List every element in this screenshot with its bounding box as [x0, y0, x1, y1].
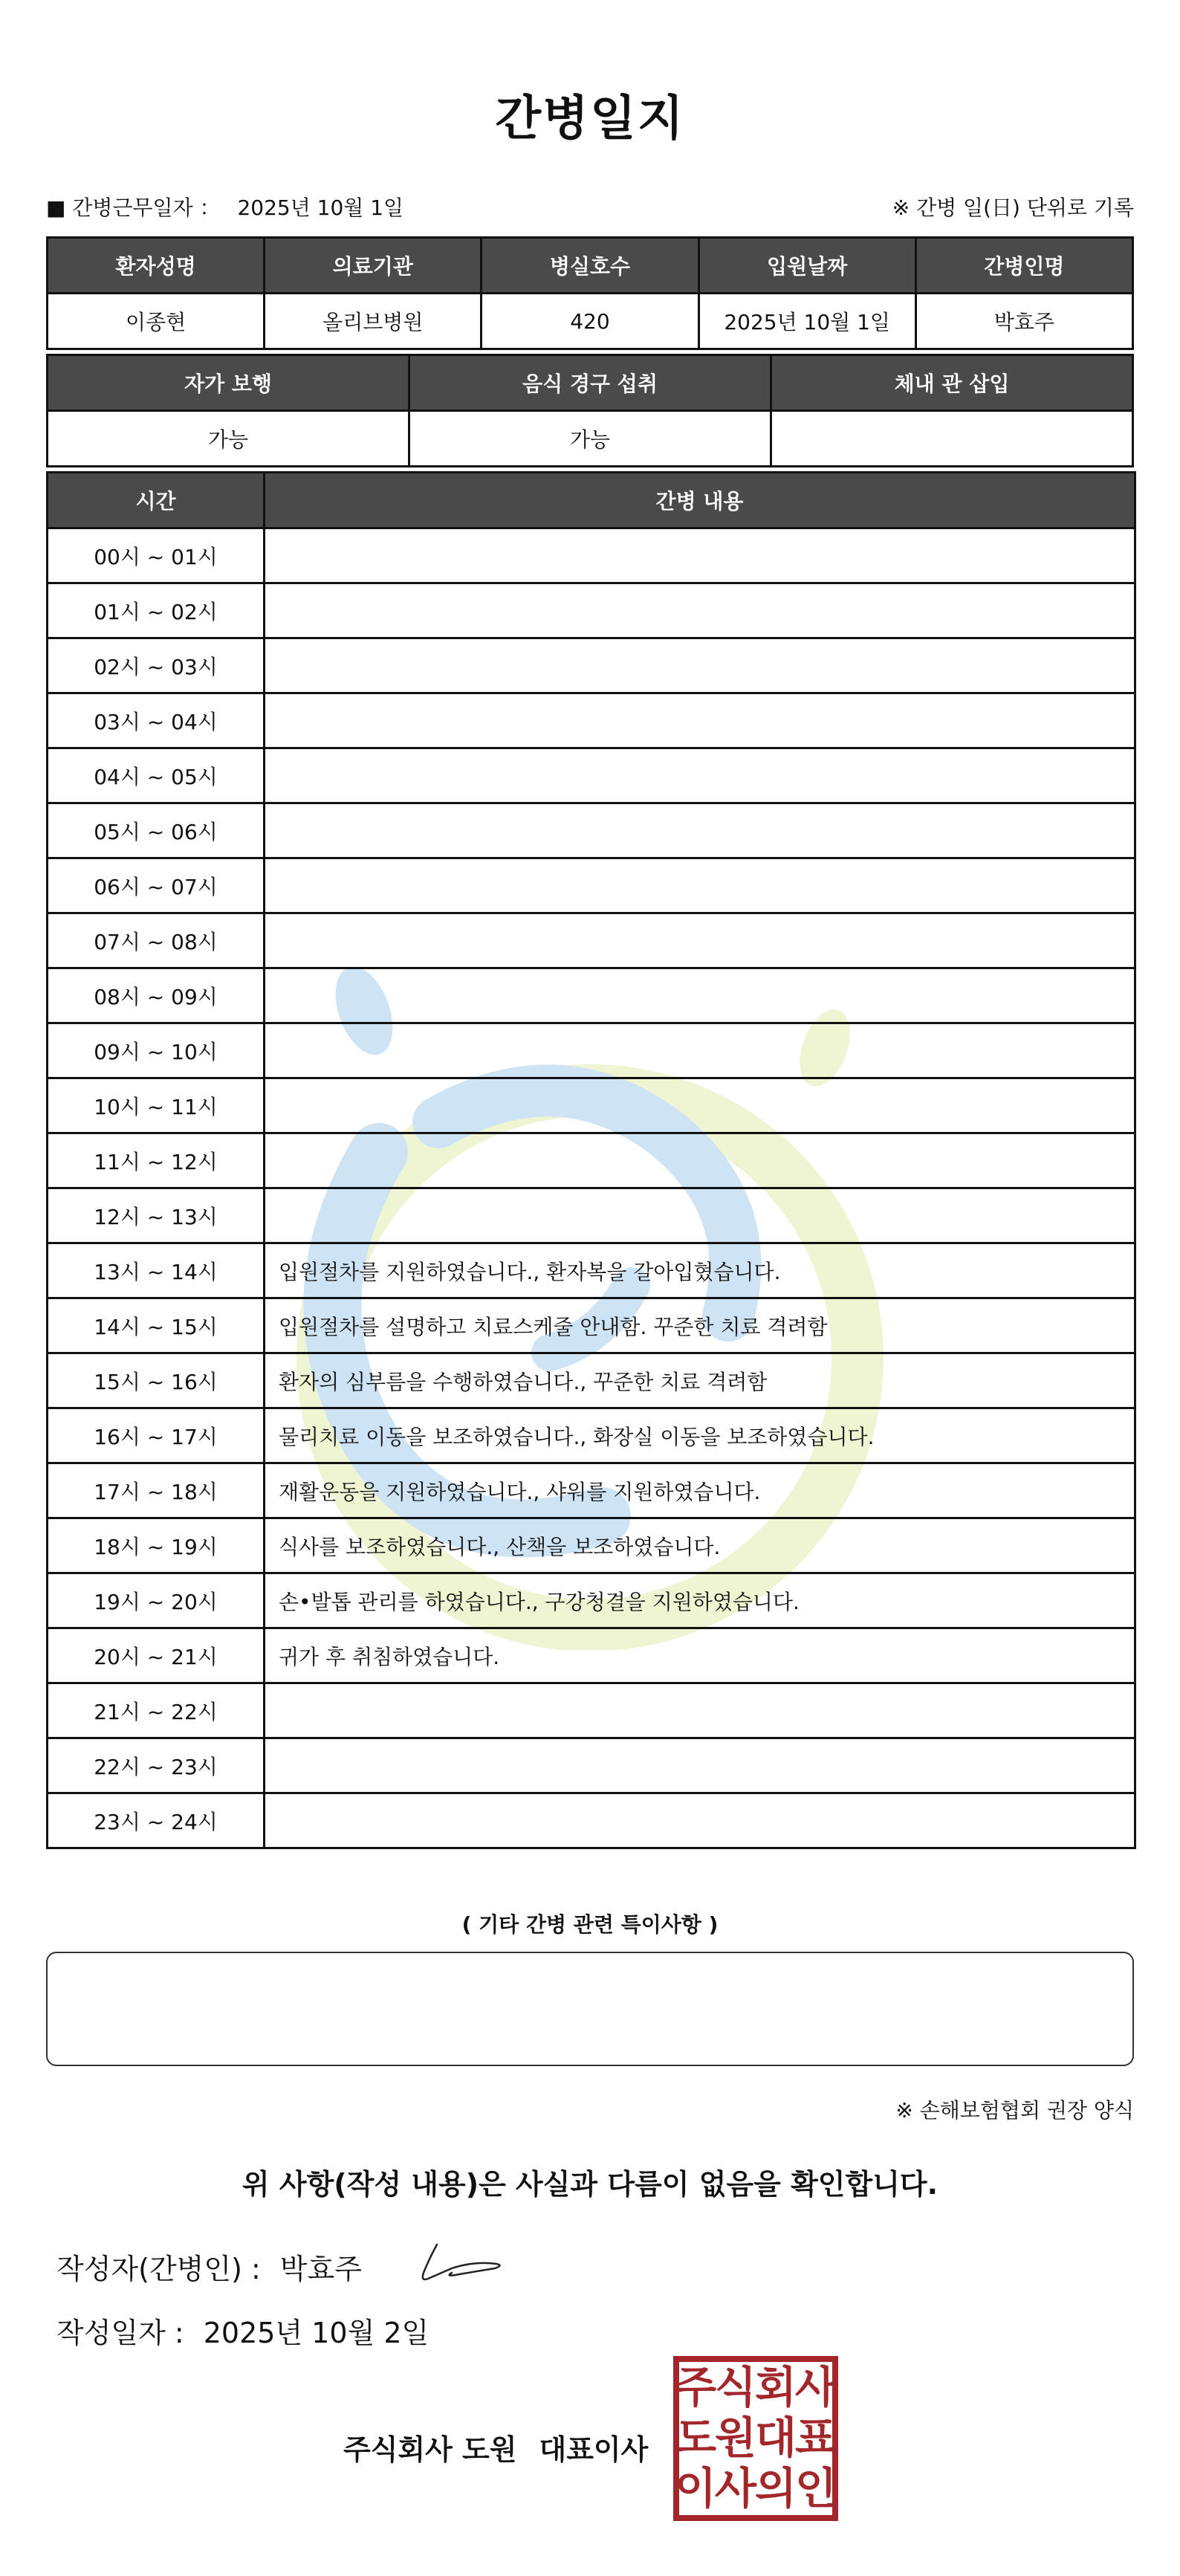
table-row — [48, 858, 1135, 913]
log-content: 물리치료 이동을 보조하였습니다., 화장실 이동을 보조하였습니다. — [265, 1408, 1135, 1463]
table-row — [48, 1353, 1135, 1408]
log-time: 08시 ~ 09시 — [48, 968, 265, 1023]
seal-character: 이 — [674, 2463, 717, 2514]
seal-character: 식 — [714, 2362, 757, 2412]
log-content — [265, 583, 1135, 638]
writer-line — [56, 2246, 362, 2287]
table-row — [48, 1793, 1135, 1848]
table-row — [48, 1683, 1135, 1738]
log-content — [265, 1793, 1135, 1848]
header-room-number: 병실호수 — [482, 238, 698, 294]
log-time: 00시 ~ 01시 — [48, 528, 265, 583]
log-time: 05시 ~ 06시 — [48, 803, 265, 858]
table-row — [48, 638, 1135, 693]
log-content — [265, 1023, 1135, 1078]
company-line — [343, 2427, 648, 2467]
log-time: 07시 ~ 08시 — [48, 913, 265, 968]
log-time: 06시 ~ 07시 — [48, 858, 265, 913]
seal-character: 표 — [794, 2412, 837, 2463]
log-content — [265, 913, 1135, 968]
self-walking-value: 가능 — [48, 411, 409, 467]
log-content — [265, 803, 1135, 858]
log-content — [265, 748, 1135, 803]
log-time: 17시 ~ 18시 — [48, 1463, 265, 1518]
written-date-label: 작성일자 : — [56, 2317, 184, 2349]
hourly-care-log-table — [46, 471, 1136, 1849]
writer-name: 박효주 — [279, 2253, 362, 2285]
company-seal-stamp — [673, 2356, 838, 2521]
log-content — [265, 693, 1135, 748]
seal-character: 주 — [674, 2362, 717, 2412]
hospital-name: 올리브병원 — [265, 294, 482, 349]
table-row — [48, 528, 1135, 583]
ceo-label: 대표이사 — [539, 2433, 649, 2466]
log-time: 04시 ~ 05시 — [48, 748, 265, 803]
special-notes-box — [46, 1952, 1134, 2066]
table-row — [48, 1298, 1135, 1353]
log-time: 21시 ~ 22시 — [48, 1683, 265, 1738]
log-content — [265, 528, 1135, 583]
patient-status-table — [46, 354, 1134, 467]
confirmation-statement: 위 사항(작성 내용)은 사실과 다름이 없음을 확인합니다. — [241, 2168, 939, 2201]
writer-label: 작성자(간병인) : — [56, 2253, 261, 2285]
patient-info-value-row — [48, 294, 1133, 349]
header-self-walking: 자가 보행 — [48, 355, 409, 411]
log-content — [265, 968, 1135, 1023]
log-content: 식사를 보조하였습니다., 산책을 보조하였습니다. — [265, 1518, 1135, 1573]
written-date-value: 2025년 10월 2일 — [203, 2317, 429, 2349]
table-row — [48, 803, 1135, 858]
written-date-line — [56, 2310, 429, 2351]
seal-character: 사 — [794, 2362, 837, 2412]
log-content: 환자의 심부름을 수행하였습니다., 꾸준한 치료 격려함 — [265, 1353, 1135, 1408]
patient-status-header-row — [48, 355, 1133, 411]
seal-character: 원 — [714, 2412, 757, 2463]
work-date-line — [46, 192, 403, 221]
log-time: 18시 ~ 19시 — [48, 1518, 265, 1573]
table-row — [48, 583, 1135, 638]
oral-intake-value: 가능 — [409, 411, 771, 467]
log-content — [265, 1683, 1135, 1738]
log-content: 귀가 후 취침하였습니다. — [265, 1628, 1135, 1683]
seal-character: 인 — [794, 2463, 837, 2514]
log-time: 13시 ~ 14시 — [48, 1243, 265, 1298]
log-time: 14시 ~ 15시 — [48, 1298, 265, 1353]
log-content — [265, 638, 1135, 693]
patient-info-header-row — [48, 238, 1133, 294]
table-row — [48, 1463, 1135, 1518]
table-row — [48, 693, 1135, 748]
log-header-row — [48, 473, 1135, 528]
log-time: 12시 ~ 13시 — [48, 1188, 265, 1243]
caregiver-name: 박효주 — [915, 294, 1132, 349]
log-time: 02시 ~ 03시 — [48, 638, 265, 693]
table-row — [48, 1133, 1135, 1188]
header-admission-date: 입원날짜 — [698, 238, 915, 294]
work-date-label: ■ 간병근무일자 ： — [46, 195, 221, 220]
log-time: 16시 ~ 17시 — [48, 1408, 265, 1463]
seal-character: 회 — [754, 2362, 797, 2412]
header-caregiver-name: 간병인명 — [915, 238, 1132, 294]
patient-info-table — [46, 236, 1134, 350]
log-time: 09시 ~ 10시 — [48, 1023, 265, 1078]
table-row — [48, 748, 1135, 803]
log-time: 03시 ~ 04시 — [48, 693, 265, 748]
header-hospital: 의료기관 — [265, 238, 482, 294]
log-time: 11시 ~ 12시 — [48, 1133, 265, 1188]
log-content: 입원절차를 설명하고 치료스케줄 안내함. 꾸준한 치료 격려함 — [265, 1298, 1135, 1353]
log-time: 01시 ~ 02시 — [48, 583, 265, 638]
table-row — [48, 968, 1135, 1023]
page-title: 간병일지 — [495, 91, 685, 146]
header-patient-name: 환자성명 — [48, 238, 265, 294]
log-time: 23시 ~ 24시 — [48, 1793, 265, 1848]
log-content — [265, 858, 1135, 913]
seal-character: 의 — [754, 2463, 797, 2514]
header-care-content: 간병 내용 — [265, 473, 1135, 528]
room-number: 420 — [482, 294, 698, 349]
log-time: 19시 ~ 20시 — [48, 1573, 265, 1628]
log-content — [265, 1738, 1135, 1793]
table-row — [48, 1573, 1135, 1628]
log-time: 10시 ~ 11시 — [48, 1078, 265, 1133]
log-content — [265, 1133, 1135, 1188]
log-time: 15시 ~ 16시 — [48, 1353, 265, 1408]
work-date-value: 2025년 10월 1일 — [237, 195, 404, 220]
table-row — [48, 1738, 1135, 1793]
log-time: 22시 ~ 23시 — [48, 1738, 265, 1793]
seal-character: 사 — [714, 2463, 757, 2514]
seal-character: 도 — [674, 2412, 717, 2463]
header-time: 시간 — [48, 473, 265, 528]
table-row — [48, 1408, 1135, 1463]
tube-insertion-value — [771, 411, 1133, 467]
table-row — [48, 1188, 1135, 1243]
table-row — [48, 1078, 1135, 1133]
table-row — [48, 1628, 1135, 1683]
admission-date: 2025년 10월 1일 — [698, 294, 915, 349]
header-oral-intake: 음식 경구 섭취 — [409, 355, 771, 411]
table-row — [48, 913, 1135, 968]
patient-name: 이종현 — [48, 294, 265, 349]
log-content: 재활운동을 지원하였습니다., 샤워를 지원하였습니다. — [265, 1463, 1135, 1518]
company-name: 주식회사 도원 — [343, 2433, 517, 2466]
seal-character: 대 — [754, 2412, 797, 2463]
log-content: 입원절차를 지원하였습니다., 환자복을 갈아입혔습니다. — [265, 1243, 1135, 1298]
table-row — [48, 1023, 1135, 1078]
header-tube-insertion: 체내 관 삽입 — [771, 355, 1133, 411]
table-row — [48, 1243, 1135, 1298]
log-content — [265, 1188, 1135, 1243]
patient-status-value-row — [48, 411, 1133, 467]
form-source-note: ※ 손해보험협회 권장 양식 — [895, 2098, 1134, 2123]
log-time: 20시 ~ 21시 — [48, 1628, 265, 1683]
log-content — [265, 1078, 1135, 1133]
log-content: 손•발톱 관리를 하였습니다., 구강청결을 지원하였습니다. — [265, 1573, 1135, 1628]
record-unit-note: ※ 간병 일(日) 단위로 기록 — [892, 195, 1134, 220]
table-row — [48, 1518, 1135, 1573]
special-notes-title: ( 기타 간병 관련 특이사항 ) — [461, 1912, 719, 1937]
handwritten-signature — [407, 2236, 511, 2288]
